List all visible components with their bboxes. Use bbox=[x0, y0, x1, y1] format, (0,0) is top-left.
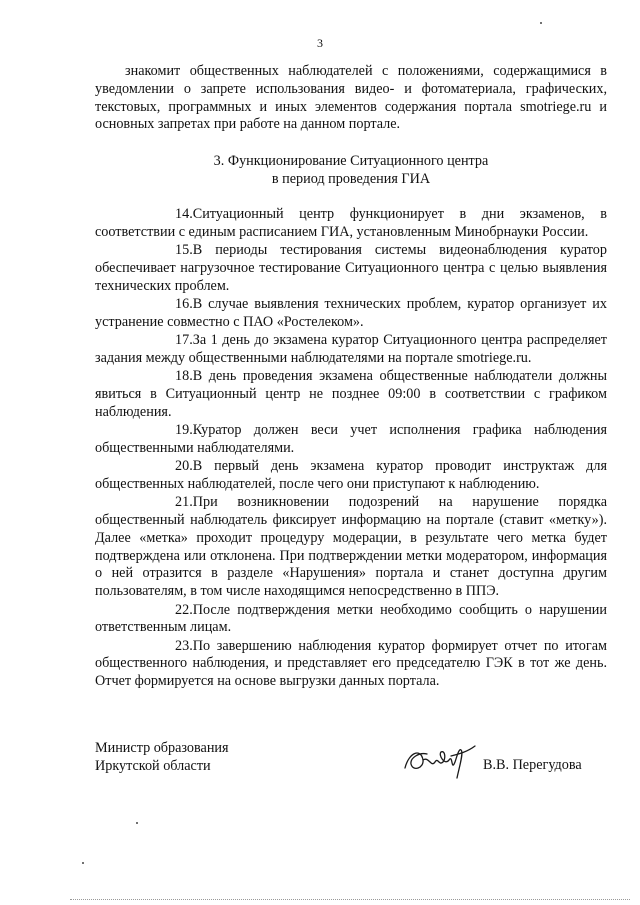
list-item bbox=[95, 638, 607, 691]
scan-artifact bbox=[82, 862, 84, 864]
list-item bbox=[95, 602, 607, 638]
item-text: За 1 день до экзамена куратор Ситуационного центра распределяет задания между общественными наблюдателями на портале smotriege.ru. bbox=[95, 332, 607, 366]
scan-artifact bbox=[540, 22, 542, 24]
list-item bbox=[95, 458, 607, 494]
list-item bbox=[95, 242, 607, 295]
section-heading bbox=[95, 153, 607, 189]
item-text: В первый день экзамена куратор проводит инструктаж для общественных наблюдателей, после чего они приступают к наблюдению. bbox=[95, 458, 607, 492]
item-number: 19. bbox=[175, 422, 193, 439]
signatory-position-line-2: Иркутской области bbox=[95, 757, 211, 774]
handwritten-signature bbox=[401, 738, 481, 782]
item-number: 23. bbox=[175, 637, 193, 654]
page-number: 3 bbox=[317, 36, 323, 50]
item-text: По завершению наблюдения куратор формирует отчет по итогам общественного наблюдения, и представляет его председателю ГЭК в тот же день. Отчет формируется на основе выгрузки данных портала. bbox=[95, 637, 607, 690]
list-item bbox=[95, 296, 607, 332]
item-text: В периоды тестирования системы видеонаблюдения куратор обеспечивает нагрузочное тестирование Ситуационного центра с целью выявления технических проблем. bbox=[95, 242, 607, 294]
scan-artifact bbox=[136, 822, 138, 824]
intro-paragraph: знакомит общественных наблюдателей с положениями, содержащимися в уведомлении о запрете использования видео- и фотоматериала, графических, текстовых, программных и иных элементов содержания портала smotriege.ru и основных запретах при работе на данном портале. bbox=[95, 63, 607, 133]
item-number: 14. bbox=[175, 206, 193, 222]
item-number: 15. bbox=[175, 242, 193, 259]
list-item bbox=[95, 422, 607, 458]
list-item bbox=[95, 494, 607, 601]
item-number: 22. bbox=[175, 601, 193, 618]
item-text: В случае выявления технических проблем, куратор организует их устранение совместно с ПАО «Ростелеком». bbox=[95, 295, 607, 330]
list-item bbox=[95, 368, 607, 421]
item-text: Ситуационный центр функционирует в дни экзаменов, в соответствии с единым расписанием ГИА, установленным Минобрнауки России. bbox=[95, 206, 607, 240]
item-number: 21. bbox=[175, 494, 193, 511]
section-title-line-2: в период проведения ГИА bbox=[271, 170, 431, 187]
section-title-line-1: 3. Функционирование Ситуационного центра bbox=[213, 153, 489, 169]
item-number: 18. bbox=[175, 368, 193, 385]
item-text: Куратор должен веси учет исполнения графика наблюдения общественными наблюдателями. bbox=[95, 422, 607, 456]
item-number: 20. bbox=[175, 458, 193, 475]
signature-block bbox=[95, 740, 607, 776]
item-text: После подтверждения метки необходимо сообщить о нарушении ответственным лицам. bbox=[95, 601, 607, 636]
list-item bbox=[95, 332, 607, 368]
list-item bbox=[95, 206, 607, 242]
item-number: 16. bbox=[175, 295, 193, 312]
item-number: 17. bbox=[175, 332, 193, 349]
item-text: В день проведения экзамена общественные наблюдатели должны явиться в Ситуационный центр не позднее 09:00 в соответствии с графиком наблюдения. bbox=[95, 368, 607, 420]
numbered-items-list bbox=[95, 206, 607, 692]
signatory-name: В.В. Перегудова bbox=[483, 757, 582, 773]
item-text: При возникновении подозрений на нарушение порядка общественный наблюдатель фиксирует информацию на портале (ставит «метку»). Далее «метка» проходит процедуру модерации, в результате чего метка будет подтверждена или отклонена. При подтверждении метки модератором, информация о ней отразится в разделе «Нарушения» портала и станет доступна другим пользователям, в том числе находящимся непосредственно в ППЭ. bbox=[95, 494, 607, 600]
page-bottom-edge bbox=[70, 899, 630, 901]
signatory-position-line-1: Министр образования bbox=[95, 740, 229, 756]
